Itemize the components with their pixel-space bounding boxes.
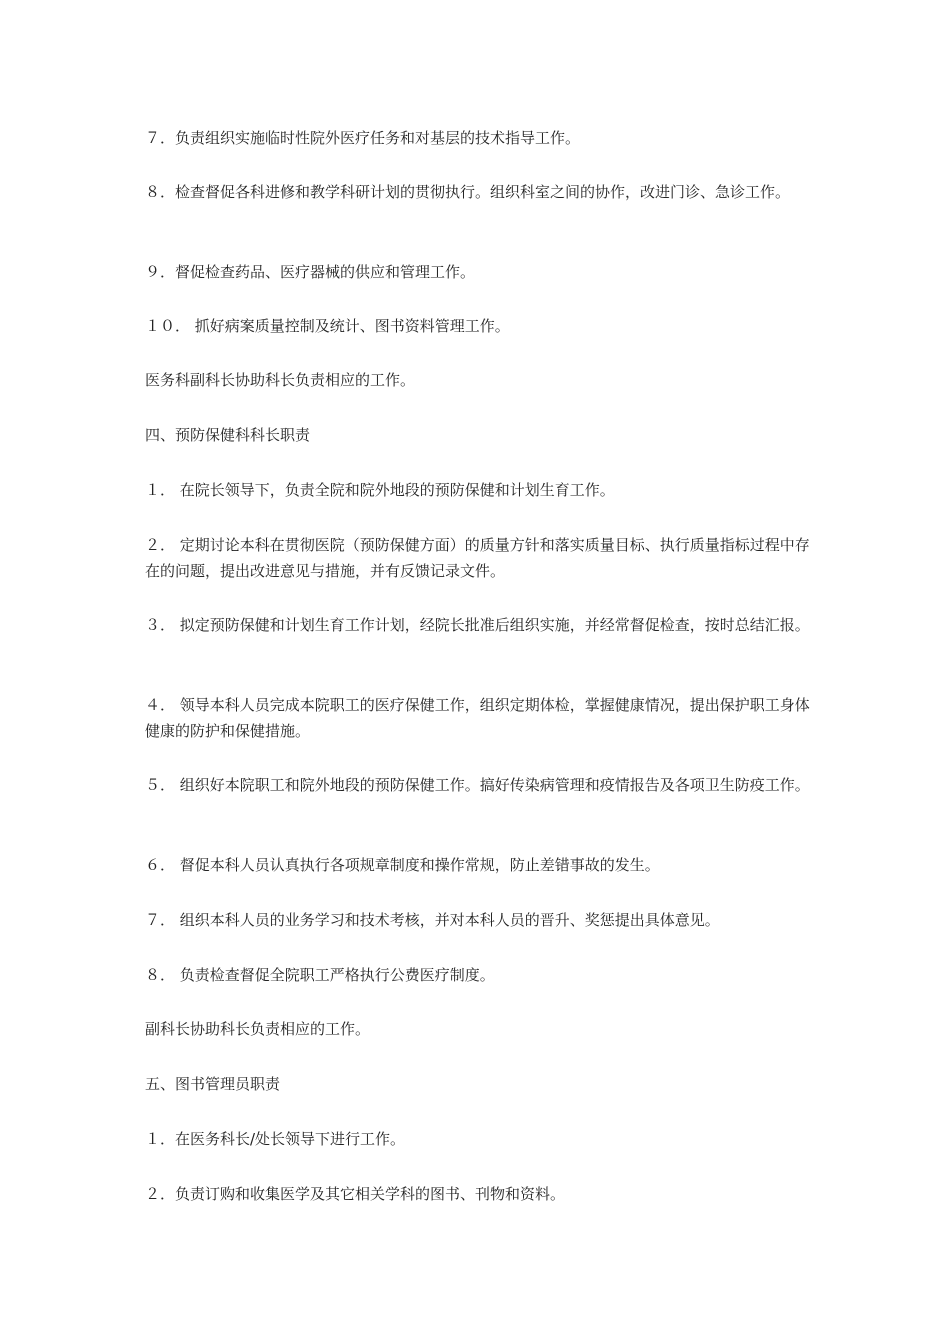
paragraph-item-8: ８．检查督促各科进修和教学科研计划的贯彻执行。组织科室之间的协作，改进门诊、急诊工作。	[145, 183, 791, 201]
duty-item-4: ４． 领导本科人员完成本院职工的医疗保健工作，组织定期体检，掌握健康情况，提出保护职工身体健康的防护和保健措施。	[145, 696, 810, 740]
duty-item-6: ６． 督促本科人员认真执行各项规章制度和操作常规，防止差错事故的发生。	[145, 856, 660, 874]
section-heading-librarian: 五、图书管理员职责	[145, 1075, 281, 1093]
paragraph-item-10: １０． 抓好病案质量控制及统计、图书资料管理工作。	[145, 317, 510, 335]
librarian-item-1: １．在医务科长/处长领导下进行工作。	[145, 1130, 406, 1148]
duty-item-5: ５． 组织好本院职工和院外地段的预防保健工作。搞好传染病管理和疫情报告及各项卫生防疫工作。	[145, 776, 810, 794]
paragraph-deputy-note: 医务科副科长协助科长负责相应的工作。	[145, 371, 416, 389]
section-heading-preventive-care: 四、预防保健科科长职责	[145, 426, 311, 444]
paragraph-item-7: ７．负责组织实施临时性院外医疗任务和对基层的技术指导工作。	[145, 129, 581, 147]
duty-item-1: １． 在院长领导下，负责全院和院外地段的预防保健和计划生育工作。	[145, 481, 615, 499]
duty-item-7: ７． 组织本科人员的业务学习和技术考核，并对本科人员的晋升、奖惩提出具体意见。	[145, 911, 720, 929]
librarian-item-2: ２．负责订购和收集医学及其它相关学科的图书、刊物和资料。	[145, 1185, 566, 1203]
paragraph-deputy-chief-note: 副科长协助科长负责相应的工作。	[145, 1020, 371, 1038]
duty-item-2: ２． 定期讨论本科在贯彻医院（预防保健方面）的质量方针和落实质量目标、执行质量指标过程中存在的问题，提出改进意见与措施，并有反馈记录文件。	[145, 536, 810, 580]
duty-item-3: ３． 拟定预防保健和计划生育工作计划，经院长批准后组织实施，并经常督促检查，按时总结汇报。	[145, 616, 810, 634]
paragraph-item-9: ９．督促检查药品、医疗器械的供应和管理工作。	[145, 263, 476, 281]
duty-item-8: ８． 负责检查督促全院职工严格执行公费医疗制度。	[145, 966, 495, 984]
